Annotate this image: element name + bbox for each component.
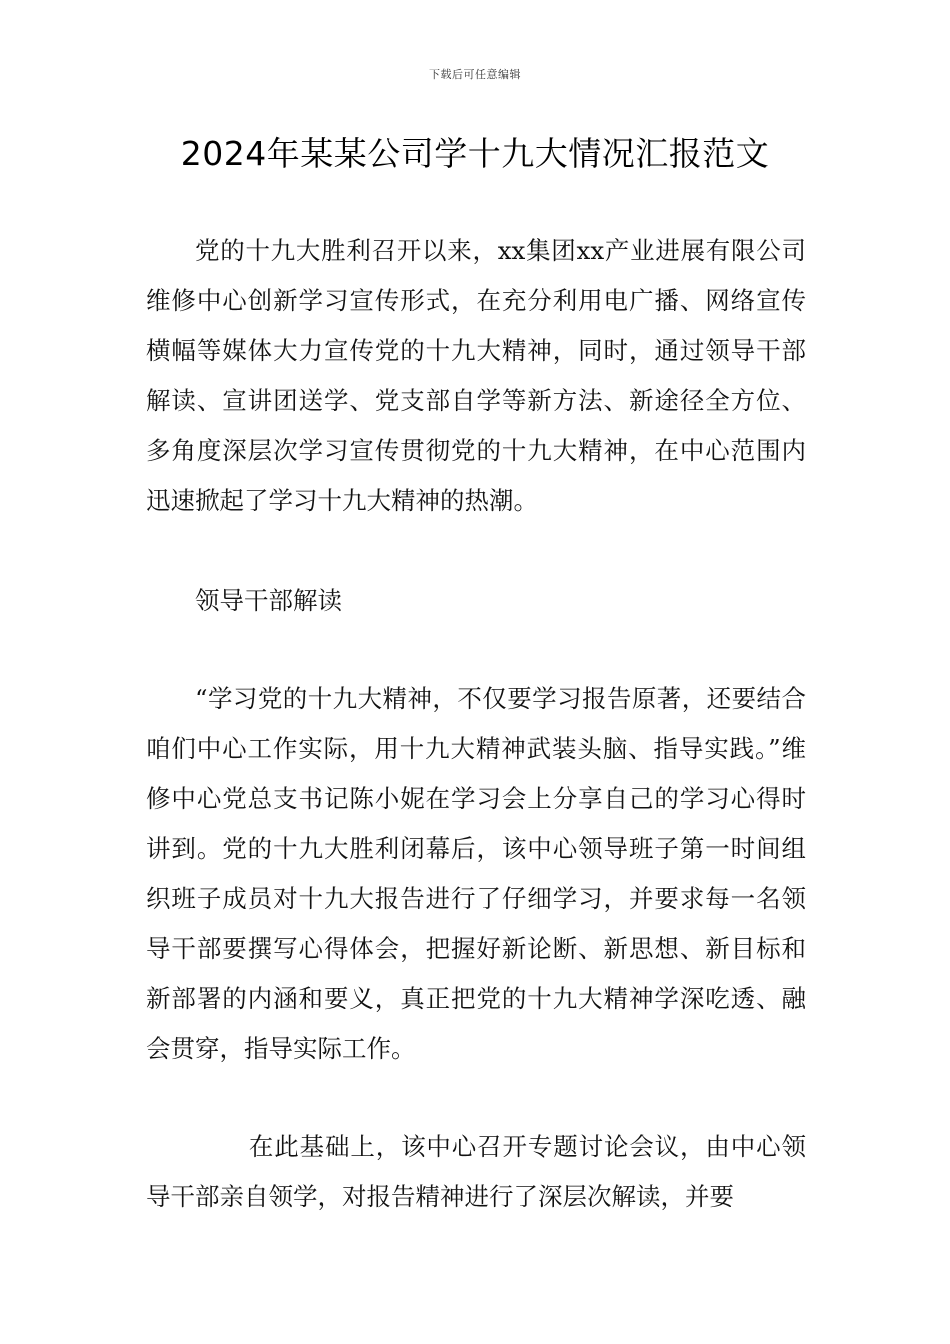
header-note: 下载后可任意编辑 [429, 68, 521, 81]
section-heading-block [146, 576, 806, 626]
paragraph-followup-block [146, 1122, 806, 1222]
document-title: 2024年某某公司学十九大情况汇报范文 [180, 134, 770, 173]
paragraph-followup: 在此基础上，该中心召开专题讨论会议，由中心领导干部亲自领学，对报告精神进行了深层次解读，并要 [146, 1132, 806, 1211]
paragraph-quote-block [146, 674, 806, 1074]
paragraph-quote: “学习党的十九大精神，不仅要学习报告原著，还要结合咱们中心工作实际，用十九大精神武装头脑、指导实践。”维修中心党总支书记陈小妮在学习会上分享自己的学习心得时讲到。党的十九大胜利闭幕后，该中心领导班子第一时间组织班子成员对十九大报告进行了仔细学习，并要求每一名领导干部要撰写心得体会，把握好新论断、新思想、新目标和新部署的内涵和要义，真正把党的十九大精神学深吃透、融会贯穿，指导实际工作。 [146, 684, 806, 1063]
section-heading: 领导干部解读 [195, 586, 342, 615]
paragraph-intro: 党的十九大胜利召开以来，xx集团xx产业进展有限公司维修中心创新学习宣传形式，在充分利用电广播、网络宣传横幅等媒体大力宣传党的十九大精神，同时，通过领导干部解读、宣讲团送学、党支部自学等新方法、新途径全方位、多角度深层次学习宣传贯彻党的十九大精神，在中心范围内迅速掀起了学习十九大精神的热潮。 [146, 236, 806, 515]
paragraph-intro-block [146, 226, 806, 526]
